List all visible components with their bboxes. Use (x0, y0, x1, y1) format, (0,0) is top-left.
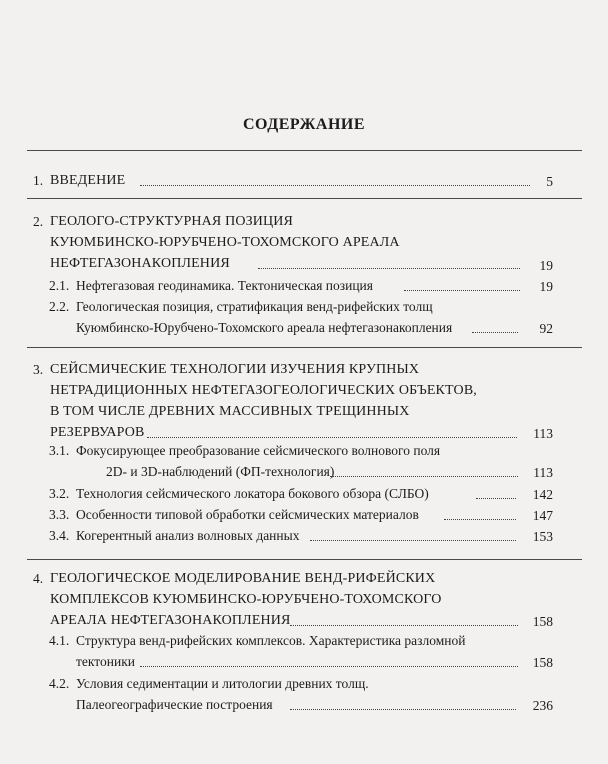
entry-title: Геологическая позиция, стратификация венд-рифейских толщ (76, 299, 433, 314)
entry-title: СЕЙСМИЧЕСКИЕ ТЕХНОЛОГИИ ИЗУЧЕНИЯ КРУПНЫХ (50, 362, 420, 377)
leader-dots (290, 699, 516, 710)
page-number: 113 (533, 426, 553, 441)
entry-number: 3. (33, 362, 44, 377)
entry-title-cont: АРЕАЛА НЕФТЕГАЗОНАКОПЛЕНИЯ (50, 613, 291, 628)
page-number: 147 (532, 508, 553, 523)
entry-number: 3.4. (49, 528, 70, 543)
entry-number: 3.2. (49, 486, 70, 501)
leader-dots (404, 280, 520, 291)
leader-dots (147, 427, 517, 438)
leader-dots (476, 488, 516, 499)
entry-title-cont: НЕФТЕГАЗОНАКОПЛЕНИЯ (50, 256, 230, 271)
page-number: 5 (546, 174, 553, 189)
leader-dots (140, 656, 518, 667)
page-number: 158 (532, 655, 553, 670)
section-divider (27, 559, 582, 560)
entry-number: 4. (33, 571, 44, 586)
entry-title: Когерентный анализ волновых данных (76, 528, 300, 543)
page-number: 142 (532, 487, 553, 502)
leader-dots (140, 175, 530, 186)
leader-dots (444, 509, 516, 520)
leader-dots (258, 258, 520, 269)
page-number: 158 (532, 614, 553, 629)
section-divider (27, 347, 582, 348)
page-number: 19 (539, 279, 553, 294)
entry-number: 4.1. (49, 633, 70, 648)
leader-dots (472, 322, 518, 333)
entry-title: Технология сейсмического локатора бокового обзора (СЛБО) (76, 486, 429, 501)
entry-title: Структура венд-рифейских комплексов. Характеристика разломной (76, 633, 466, 648)
entry-title-cont: Палеогеографические построения (76, 697, 273, 712)
entry-number: 3.3. (49, 507, 70, 522)
entry-title-cont: НЕТРАДИЦИОННЫХ НЕФТЕГАЗОГЕОЛОГИЧЕСКИХ ОБЪЕКТОВ, (50, 383, 477, 398)
entry-title: ВВЕДЕНИЕ (50, 173, 126, 188)
page-number: 92 (539, 321, 553, 336)
entry-title-cont: РЕЗЕРВУАРОВ (50, 425, 145, 440)
entry-number: 2.2. (49, 299, 70, 314)
entry-title-cont: тектоники (76, 654, 135, 669)
page-number: 153 (532, 529, 553, 544)
entry-title-cont: Куюмбинско-Юрубчено-Тохомского ареала нефтегазонакопления (76, 320, 453, 335)
page-title: СОДЕРЖАНИЕ (242, 116, 366, 133)
entry-number: 1. (33, 173, 44, 188)
page-number: 19 (539, 258, 553, 273)
page-number: 113 (533, 465, 553, 480)
entry-title-cont: В ТОМ ЧИСЛЕ ДРЕВНИХ МАССИВНЫХ ТРЕЩИННЫХ (50, 404, 410, 419)
entry-number: 2. (33, 214, 44, 229)
leader-dots (330, 466, 518, 477)
entry-title: Фокусирующее преобразование сейсмического волнового поля (76, 443, 441, 458)
entry-title: Особенности типовой обработки сейсмических материалов (76, 507, 419, 522)
entry-title: ГЕОЛОГО-СТРУКТУРНАЯ ПОЗИЦИЯ (50, 214, 294, 229)
section-divider (27, 198, 582, 199)
leader-dots (290, 615, 518, 626)
leader-dots (310, 530, 516, 541)
entry-title-cont: КОМПЛЕКСОВ КУЮМБИНСКО-ЮРУБЧЕНО-ТОХОМСКОГО (50, 592, 442, 607)
entry-title-cont: 2D- и 3D-наблюдений (ФП-технология) (106, 464, 335, 479)
entry-title-cont: КУЮМБИНСКО-ЮРУБЧЕНО-ТОХОМСКОГО АРЕАЛА (50, 235, 400, 250)
entry-title: Условия седиментации и литологии древних толщ. (76, 676, 369, 691)
entry-number: 2.1. (49, 278, 70, 293)
entry-title: ГЕОЛОГИЧЕСКОЕ МОДЕЛИРОВАНИЕ ВЕНД-РИФЕЙСКИХ (50, 571, 436, 586)
entry-number: 3.1. (49, 443, 70, 458)
entry-number: 4.2. (49, 676, 70, 691)
section-divider (27, 150, 582, 151)
entry-title: Нефтегазовая геодинамика. Тектоническая позиция (76, 278, 373, 293)
page-number: 236 (532, 698, 553, 713)
